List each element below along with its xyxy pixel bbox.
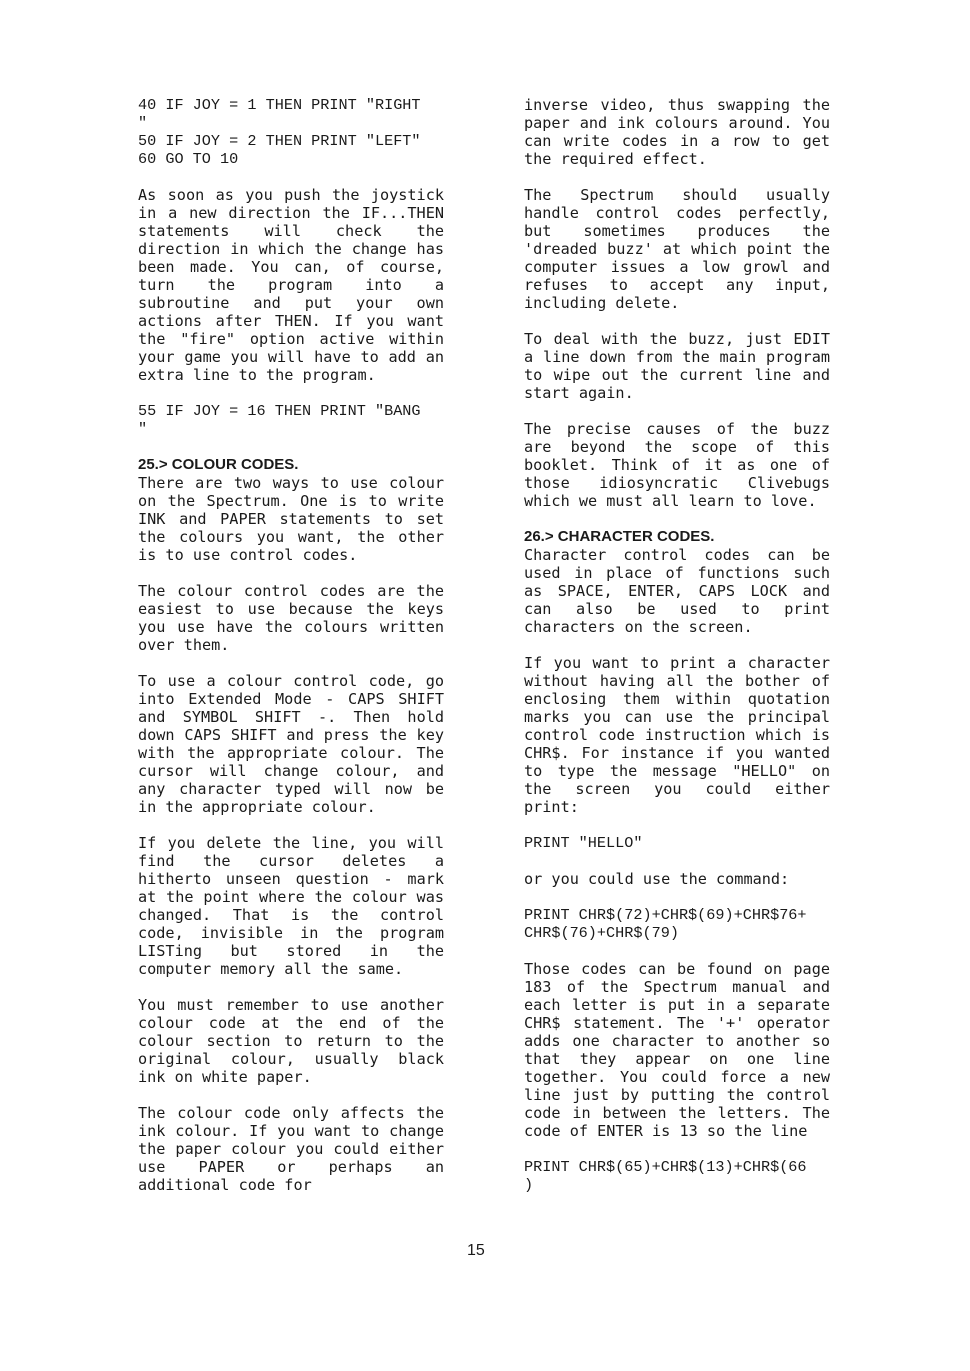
- paragraph-two-ways: There are two ways to use colour on the Spectrum. One is to write INK and PAPER statements to set the colours you want, the other is to use control codes.: [138, 474, 444, 564]
- paragraph-deal-with-buzz: To deal with the buzz, just EDIT a line down from the main program to wipe out the current line and start again.: [524, 330, 830, 402]
- paragraph-ink-colour: The colour code only affects the ink colour. If you want to change the paper colour you could either use PAPER or perhaps an additional code for: [138, 1104, 444, 1194]
- page-number: 15: [467, 1242, 485, 1259]
- code-listing-bang: 55 IF JOY = 16 THEN PRINT "BANG ": [138, 402, 421, 438]
- paragraph-extended-mode: To use a colour control code, go into Extended Mode - CAPS SHIFT and SYMBOL SHIFT -. Then hold down CAPS SHIFT and press the key with the appropriate colour. The cursor will change colour, and any character typed will now be in the appropriate colour.: [138, 672, 444, 816]
- paragraph-delete-line: If you delete the line, you will find the cursor deletes a hitherto unseen question - mark at the point where the colour was changed. That is the control code, invisible in the program LISTing but stored in the computer memory all the same.: [138, 834, 444, 978]
- code-print-chr-hello: PRINT CHR$(72)+CHR$(69)+CHR$76+ CHR$(76)+CHR$(79): [524, 906, 807, 942]
- paragraph-remember: You must remember to use another colour code at the end of the colour section to return to the original colour, usually black ink on white paper.: [138, 996, 444, 1086]
- paragraph-print-character: If you want to print a character without having all the bother of enclosing them within quotation marks you can use the principal control code instruction which is CHR$. For instance if you wanted to type the message "HELLO" on the screen you could either print:: [524, 654, 830, 816]
- right-column: [524, 96, 830, 1212]
- paragraph-precise-causes: The precise causes of the buzz are beyond the scope of this booklet. Think of it as one of those idiosyncratic Clivebugs which we must all learn to love.: [524, 420, 830, 510]
- code-listing-joystick: 40 IF JOY = 1 THEN PRINT "RIGHT " 50 IF JOY = 2 THEN PRINT "LEFT" 60 GO TO 10: [138, 96, 421, 168]
- code-print-chr-newline: PRINT CHR$(65)+CHR$(13)+CHR$(66 ): [524, 1158, 807, 1194]
- paragraph-or-command: or you could use the command:: [524, 870, 790, 888]
- paragraph-easiest: The colour control codes are the easiest to use because the keys you use have the colours written over them.: [138, 582, 444, 654]
- paragraph-inverse-video: inverse video, thus swapping the paper and ink colours around. You can write codes in a row to get the required effect.: [524, 96, 830, 168]
- paragraph-codes-page-183: Those codes can be found on page 183 of the Spectrum manual and each letter is put in a separate CHR$ statement. The '+' operator adds one character to another so that they appear on one line together. You could force a new line just by putting the control code in between the letters. The code of ENTER is 13 so the line: [524, 960, 830, 1140]
- section-heading-colour-codes: 25.> COLOUR CODES.: [138, 456, 299, 473]
- paragraph-dreaded-buzz: The Spectrum should usually handle control codes perfectly, but sometimes produces the 'dreaded buzz' at which point the computer issues a low growl and refuses to accept any input, including delete.: [524, 186, 830, 312]
- paragraph-character-control: Character control codes can be used in place of functions such as SPACE, ENTER, CAPS LOCK and can also be used to print characters on the screen.: [524, 546, 830, 636]
- code-print-hello: PRINT "HELLO": [524, 834, 643, 852]
- paragraph-joystick-explanation: As soon as you push the joystick in a new direction the IF...THEN statements will check the direction in which the change has been made. You can, of course, turn the program into a subroutine and put your own actions after THEN. If you want the "fire" option active within your game you will have to add an extra line to the program.: [138, 186, 444, 384]
- section-heading-character-codes: 26.> CHARACTER CODES.: [524, 528, 715, 545]
- left-column: [138, 96, 444, 1212]
